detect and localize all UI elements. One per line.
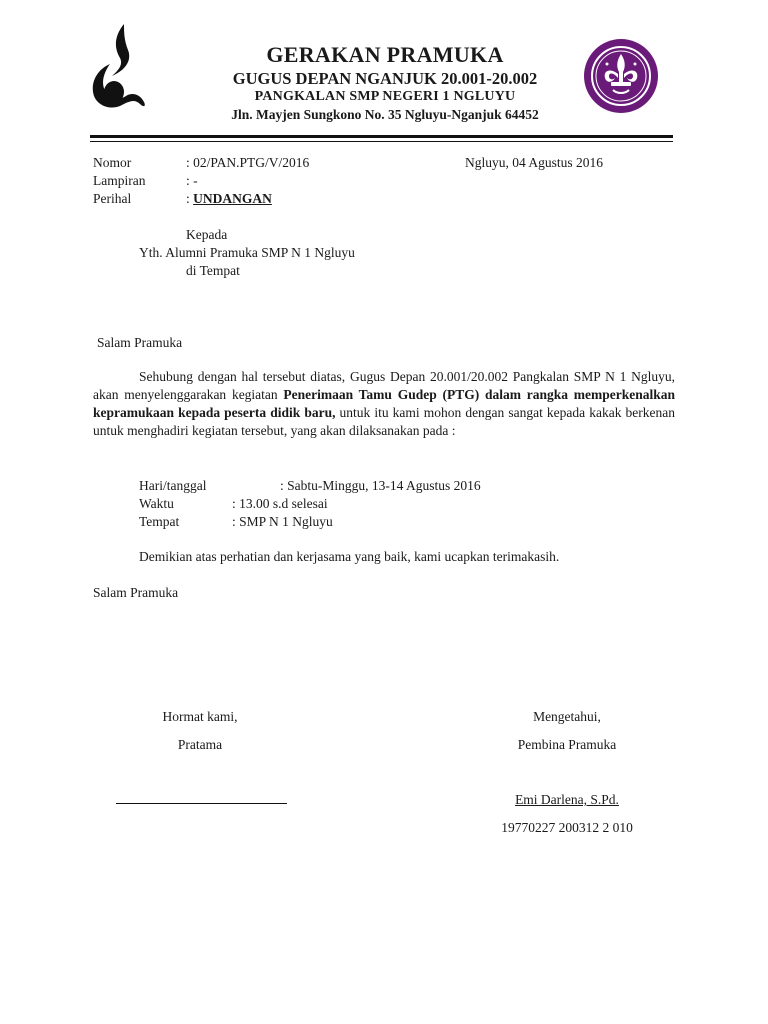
lampiran-label: Lampiran	[93, 173, 146, 188]
gugus-depan-title: GUGUS DEPAN NGANJUK 20.001-20.002	[232, 69, 538, 88]
recipient-name: Yth. Alumni Pramuka SMP N 1 Ngluyu	[139, 245, 355, 260]
perihal-subject: UNDANGAN	[193, 191, 272, 206]
hari-value: : Sabtu-Minggu, 13-14 Agustus 2016	[280, 478, 481, 493]
tempat-label: Tempat	[139, 514, 180, 529]
place-date: Ngluyu, 04 Agustus 2016	[465, 155, 604, 170]
left-signature-role: Pratama	[177, 737, 223, 752]
body-paragraph	[93, 368, 675, 440]
letterhead-rule-thick	[90, 135, 673, 138]
letterhead-rule-thin	[90, 141, 673, 142]
right-signature-heading: Mengetahui,	[533, 709, 601, 724]
tunas-kelapa-logo	[90, 22, 148, 110]
perihal-colon: :	[186, 191, 190, 206]
body-text-bold: Penerimaan Tamu Gudep (PTG) dalam rangka memperkenalkan kepramukaan kepada peserta didik baru,	[93, 387, 675, 420]
world-scout-emblem	[583, 38, 659, 114]
signature-line	[116, 803, 287, 804]
recipient-place: di Tempat	[186, 263, 240, 278]
body-text-1: Sehubung dengan hal tersebut diatas, Gugus Depan 20.001/20.002 Pangkalan SMP N 1 Ngluyu, akan menyelenggarakan kegiatan	[93, 369, 675, 402]
org-name: GERAKAN PRAMUKA	[266, 42, 504, 67]
pangkalan-title: PANGKALAN SMP NEGERI 1 NGLUYU	[254, 89, 516, 104]
body-text-2: untuk itu kami mohon dengan sangat kepada kakak berkenan untuk menghadiri kegiatan tersebut, yang akan dilaksanakan pada :	[93, 405, 675, 438]
salutation: Salam Pramuka	[93, 585, 179, 600]
right-signature-nip: 19770227 200312 2 010	[501, 820, 633, 835]
right-signature-name: Emi Darlena, S.Pd.	[515, 792, 619, 807]
school-address: Jln. Mayjen Sungkono No. 35 Ngluyu-Nganjuk 64452	[231, 107, 539, 122]
closing-sentence: Demikian atas perhatian dan kerjasama yang baik, kami ucapkan terimakasih.	[139, 549, 560, 564]
perihal-label: Perihal	[93, 191, 132, 206]
nomor-label: Nomor	[93, 155, 132, 170]
tempat-value: : SMP N 1 Ngluyu	[232, 514, 333, 529]
kepada-label: Kepada	[186, 227, 228, 242]
waktu-value: : 13.00 s.d selesai	[232, 496, 328, 511]
hari-label: Hari/tanggal	[139, 478, 207, 493]
perihal-value	[186, 190, 272, 208]
lampiran-value: : -	[186, 173, 198, 188]
greeting: Salam Pramuka	[97, 335, 183, 350]
waktu-label: Waktu	[139, 496, 174, 511]
nomor-value: : 02/PAN.PTG/V/2016	[186, 155, 310, 170]
left-signature-heading: Hormat kami,	[162, 709, 238, 724]
right-signature-role: Pembina Pramuka	[517, 737, 617, 752]
